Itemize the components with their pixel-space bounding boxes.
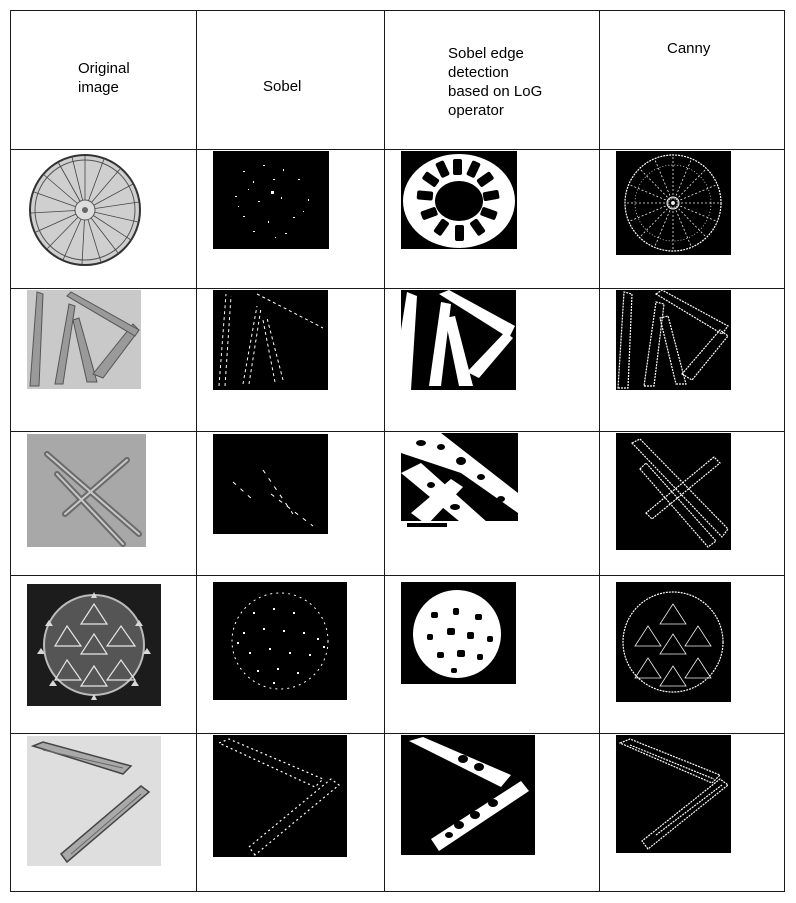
header-original-image bbox=[78, 59, 130, 97]
header-line: operator bbox=[448, 102, 504, 119]
original-image-rods bbox=[27, 434, 146, 547]
header-sobel bbox=[263, 77, 301, 96]
canny-image-needles bbox=[616, 290, 731, 390]
sobel-log-image-spiky-round bbox=[401, 582, 516, 684]
header-canny bbox=[667, 39, 710, 58]
sobel-image-boat-shaped bbox=[213, 735, 347, 857]
canny-image-spiky-round bbox=[616, 582, 731, 702]
sobel-image-spiky-round bbox=[213, 582, 347, 700]
original-image-spiky-round bbox=[27, 584, 161, 706]
canny-image-rods bbox=[616, 433, 731, 550]
sobel-log-image-rods bbox=[401, 433, 518, 531]
sobel-image-radial-disc bbox=[213, 151, 329, 249]
sobel-image-needles bbox=[213, 290, 328, 390]
original-image-radial-disc bbox=[27, 152, 143, 268]
header-line: Sobel bbox=[263, 78, 302, 95]
header-line: image bbox=[78, 79, 119, 96]
header-line: Original bbox=[78, 60, 130, 77]
header-line: Canny bbox=[667, 40, 711, 57]
sobel-log-image-radial-disc bbox=[401, 151, 517, 249]
canny-image-boat-shaped bbox=[616, 735, 731, 853]
sobel-log-image-boat-shaped bbox=[401, 735, 535, 855]
header-line: Sobel edge bbox=[448, 45, 524, 62]
original-image-boat-shaped bbox=[27, 736, 161, 866]
original-image-needles bbox=[27, 290, 141, 389]
header-sobel-log bbox=[448, 44, 542, 120]
header-line: based on LoG bbox=[448, 83, 543, 100]
canny-image-radial-disc bbox=[616, 151, 731, 255]
sobel-log-image-needles bbox=[401, 290, 516, 390]
header-line: detection bbox=[448, 64, 509, 81]
sobel-image-rods bbox=[213, 434, 328, 534]
